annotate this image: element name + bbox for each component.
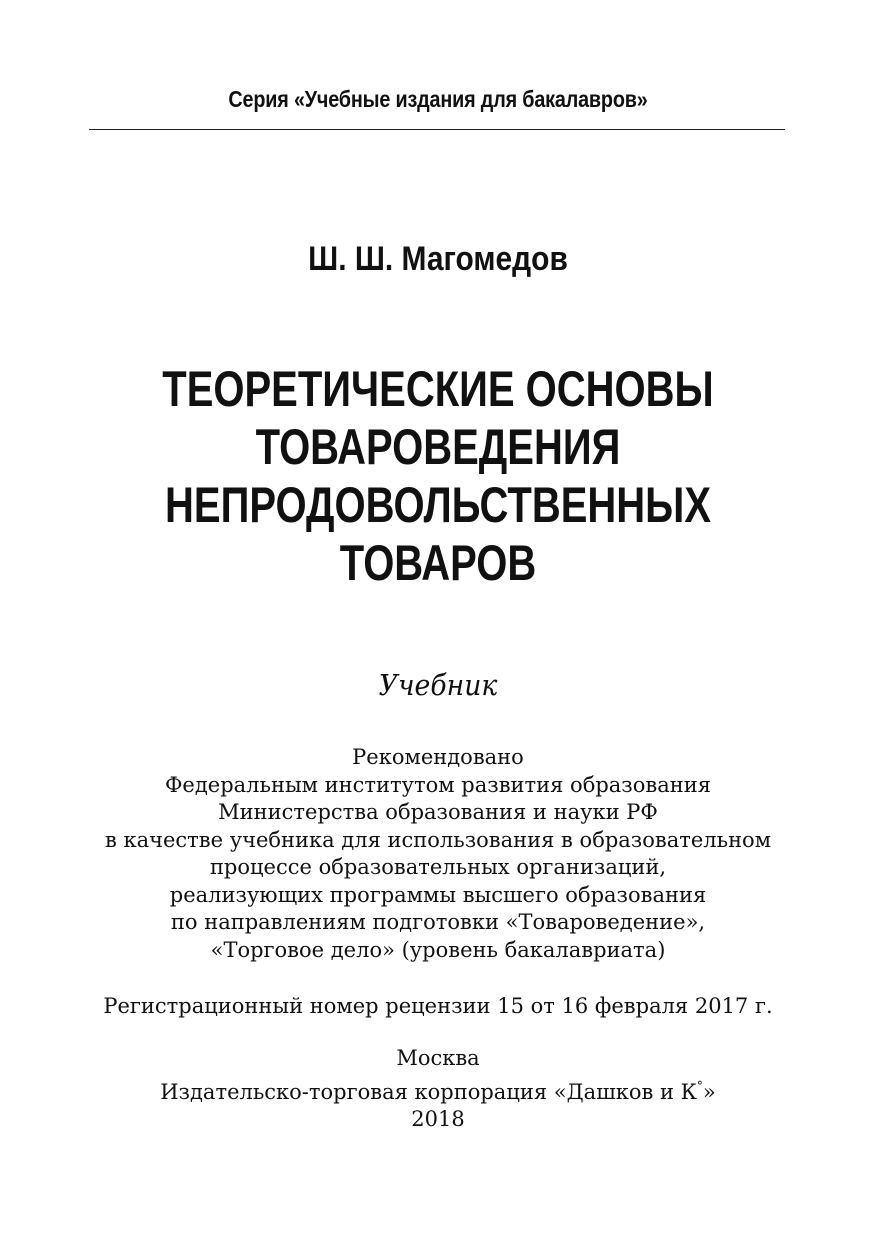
recommendation-line: Рекомендовано	[352, 745, 524, 769]
publisher-name: Издательско-торговая корпорация «Дашков и К	[160, 1079, 697, 1104]
publisher-degree-mark: °	[696, 1078, 703, 1093]
series-name: Серия «Учебные издания для бакалавров»	[228, 86, 648, 112]
registration-number: Регистрационный номер рецензии 15 от 16 февраля 2017 г.	[103, 994, 773, 1018]
book-type: Учебник	[378, 668, 498, 702]
recommendation-line: «Торговое дело» (уровень бакалавриата)	[210, 937, 666, 962]
book-title-line: ТОВАРОВЕДЕНИЯ	[255, 419, 621, 475]
book-title-line: НЕПРОДОВОЛЬСТВЕННЫХ	[165, 477, 711, 533]
recommendation-line: по направлениям подготовки «Товароведение»,	[170, 910, 706, 934]
imprint-year: 2018	[411, 1107, 465, 1131]
author-name: Ш. Ш. Магомедов	[308, 240, 568, 278]
book-title	[88, 360, 789, 592]
book-title-line: ТОВАРОВ	[339, 535, 537, 591]
recommendation-line: реализующих программы высшего образования	[169, 882, 707, 907]
imprint-block	[0, 1045, 876, 1134]
recommendation-line: в качестве учебника для использования в образовательном	[104, 827, 772, 852]
recommendation-line: Министерства образования и науки РФ	[218, 800, 658, 824]
recommendation-line: Федеральным институтом развития образования	[165, 772, 711, 797]
recommendation-line: процессе образовательных организаций,	[209, 855, 667, 879]
book-title-line: ТЕОРЕТИЧЕСКИЕ ОСНОВЫ	[162, 361, 714, 417]
header-divider	[89, 129, 785, 130]
publisher-closing-quote: »	[702, 1079, 716, 1104]
imprint-publisher	[0, 1073, 876, 1107]
imprint-city: Москва	[396, 1046, 480, 1070]
recommendation-block	[0, 744, 876, 964]
